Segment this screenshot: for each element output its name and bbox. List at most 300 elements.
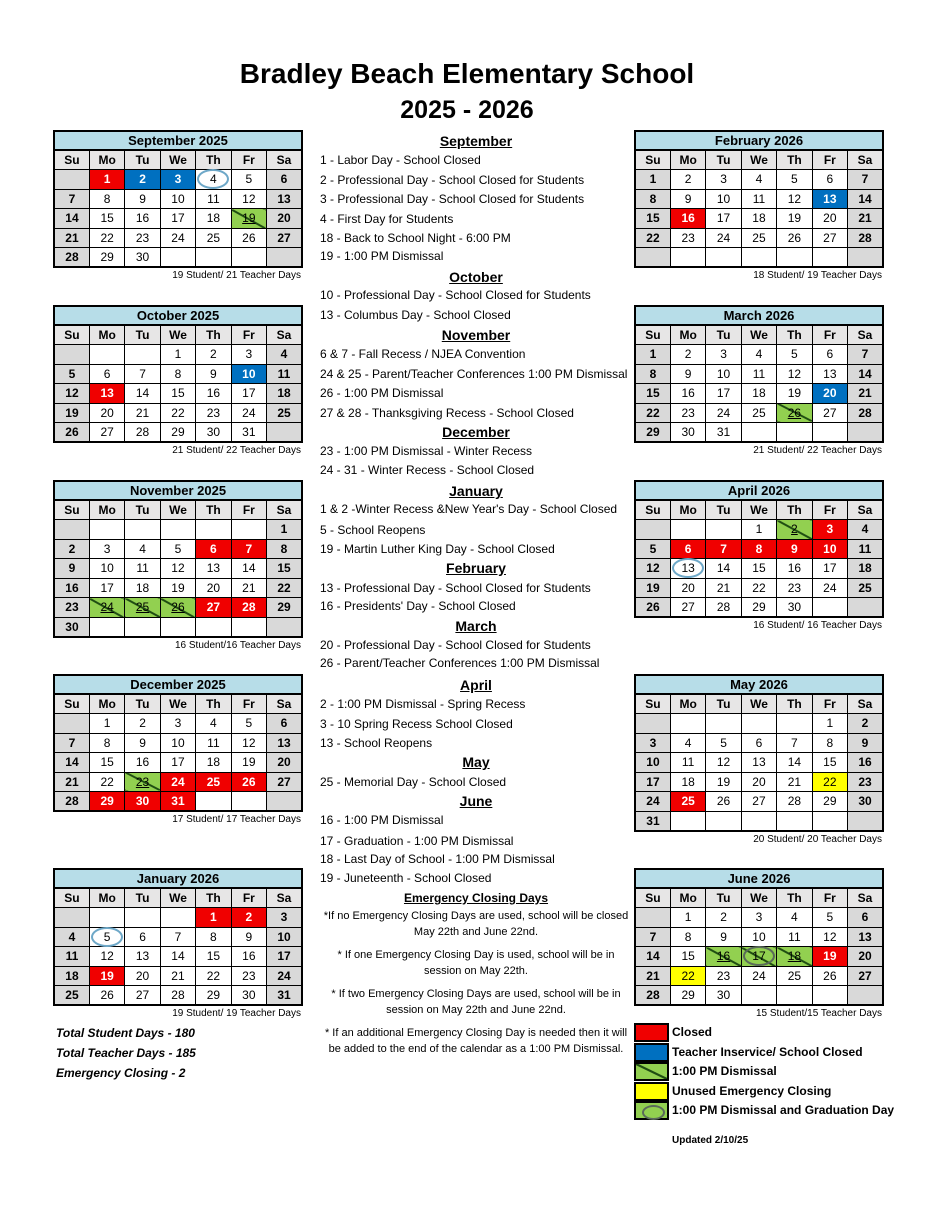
emergency-note: * If an additional Emergency Closing Day is needed then it will be added to the end of the calendar as a 1:00 PM Dismissal. xyxy=(324,1027,628,1055)
day-cell xyxy=(706,986,741,1006)
day-cell xyxy=(635,228,670,248)
day-number: 13 xyxy=(135,949,150,964)
day-cell xyxy=(848,792,883,812)
month-grid xyxy=(634,868,884,1006)
day-cell xyxy=(54,947,89,967)
day-number: 7 xyxy=(649,929,657,944)
day-cell xyxy=(706,598,741,618)
day-number: 4 xyxy=(755,172,763,187)
day-cell xyxy=(54,170,89,190)
day-number: 30 xyxy=(135,250,150,264)
day-number: 17 xyxy=(171,755,185,770)
day-number: 16 xyxy=(787,561,802,576)
day-number: 5 xyxy=(826,910,834,925)
day-cell xyxy=(231,966,266,986)
day-number: 31 xyxy=(171,794,185,808)
day-number: 6 xyxy=(861,910,869,925)
heading-january: January xyxy=(449,483,503,499)
weekday-header: Su xyxy=(635,694,670,714)
day-number: 28 xyxy=(858,230,872,245)
heading-september: September xyxy=(439,133,513,149)
day-cell xyxy=(706,792,741,812)
day-cell xyxy=(848,170,883,190)
calendar-june xyxy=(634,868,884,1019)
day-number: 17 xyxy=(277,949,291,964)
event-item: 3 - Professional Day - School Closed for Students xyxy=(320,192,585,206)
day-cell xyxy=(160,966,195,986)
day-cell xyxy=(848,539,883,559)
day-cell xyxy=(54,986,89,1006)
day-cell xyxy=(635,189,670,209)
weekday-header: Th xyxy=(196,500,231,520)
heading-june: June xyxy=(459,793,493,809)
day-number: 21 xyxy=(171,968,185,983)
day-cell xyxy=(196,986,231,1006)
day-cell xyxy=(196,364,231,384)
day-number: 26 xyxy=(823,968,837,983)
calendar-march xyxy=(634,305,884,456)
day-number: 19 xyxy=(100,968,114,983)
day-number: 17 xyxy=(171,211,185,226)
month-name: December 2025 xyxy=(54,675,302,694)
day-number: 26 xyxy=(242,774,256,789)
day-cell xyxy=(812,986,847,1006)
day-number: 1 xyxy=(103,172,111,187)
day-cell xyxy=(670,908,705,928)
day-number: 8 xyxy=(649,191,657,206)
day-cell xyxy=(848,598,883,618)
day-cell xyxy=(125,170,160,190)
event-item: 18 - Last Day of School - 1:00 PM Dismissal xyxy=(320,852,555,866)
day-cell xyxy=(54,228,89,248)
day-number: 14 xyxy=(646,949,660,964)
weekday-header: We xyxy=(160,694,195,714)
day-cell xyxy=(670,228,705,248)
day-cell xyxy=(267,345,302,365)
day-cell xyxy=(54,248,89,268)
day-number: 4 xyxy=(68,929,76,944)
day-number: 10 xyxy=(100,561,114,576)
day-number: 11 xyxy=(752,191,766,206)
legend-label: Unused Emergency Closing xyxy=(672,1084,832,1098)
day-cell xyxy=(848,753,883,773)
day-number: 7 xyxy=(68,735,76,750)
day-number: 24 xyxy=(752,968,766,983)
weekday-header: Mo xyxy=(89,325,124,345)
month-grid xyxy=(634,674,884,832)
day-number: 16 xyxy=(242,949,256,964)
weekday-header: Su xyxy=(54,694,89,714)
day-cell xyxy=(160,345,195,365)
day-number: 13 xyxy=(681,561,695,576)
day-number: 15 xyxy=(646,211,660,226)
month-grid xyxy=(634,130,884,268)
day-number: 18 xyxy=(65,968,79,983)
day-cell xyxy=(741,733,776,753)
day-cell xyxy=(160,189,195,209)
day-number: 18 xyxy=(206,755,221,770)
weekday-header: Tu xyxy=(125,325,160,345)
event-item: 4 - First Day for Students xyxy=(320,212,454,226)
school-year: 2025 - 2026 xyxy=(400,96,534,124)
day-cell xyxy=(777,811,812,831)
day-cell xyxy=(160,403,195,423)
day-cell xyxy=(741,364,776,384)
day-number: 15 xyxy=(823,755,837,770)
day-cell xyxy=(706,908,741,928)
day-number: 22 xyxy=(100,774,114,789)
weekday-header: Th xyxy=(196,888,231,908)
day-number: 7 xyxy=(245,541,253,556)
day-cell xyxy=(812,753,847,773)
event-item: 20 - Professional Day - School Closed for Students xyxy=(320,638,591,652)
weekday-header: Tu xyxy=(706,888,741,908)
calendar-may xyxy=(634,674,884,845)
day-cell xyxy=(125,559,160,579)
weekday-header: Mo xyxy=(89,888,124,908)
day-number: 9 xyxy=(139,191,146,206)
weekday-header: Sa xyxy=(848,325,883,345)
day-number: 27 xyxy=(752,794,766,809)
school-days-count: 20 Student/ 20 Teacher Days xyxy=(753,833,882,845)
day-cell xyxy=(635,559,670,579)
day-cell xyxy=(89,578,124,598)
day-cell xyxy=(160,170,195,190)
emergency-note: * If one Emergency Closing Day is used, school will be in session on May 22th. xyxy=(337,949,615,977)
day-number: 26 xyxy=(787,405,802,420)
day-cell xyxy=(89,792,124,812)
day-cell xyxy=(89,539,124,559)
day-number: 4 xyxy=(791,910,798,925)
calendar-december xyxy=(53,674,303,825)
day-number: 10 xyxy=(752,929,766,944)
day-cell xyxy=(125,520,160,540)
day-cell xyxy=(635,345,670,365)
day-cell xyxy=(267,753,302,773)
month-name: March 2026 xyxy=(635,306,883,325)
day-number: 4 xyxy=(755,347,763,362)
dismissal-swatch xyxy=(634,1062,669,1081)
day-cell xyxy=(125,966,160,986)
event-item: 13 - School Reopens xyxy=(320,736,433,750)
day-cell xyxy=(635,598,670,618)
day-cell xyxy=(635,772,670,792)
weekday-header: Th xyxy=(777,694,812,714)
month-name: November 2025 xyxy=(54,481,302,500)
legend-graduation xyxy=(634,1101,895,1120)
calendar-february xyxy=(634,130,884,281)
school-days-count: 17 Student/ 17 Teacher Days xyxy=(172,814,301,825)
day-cell xyxy=(777,209,812,229)
day-number: 31 xyxy=(646,813,660,828)
day-number: 1 xyxy=(684,910,692,925)
day-cell xyxy=(706,811,741,831)
day-number: 29 xyxy=(100,250,114,264)
weekday-header: Fr xyxy=(231,325,266,345)
day-number: 16 xyxy=(135,211,150,226)
day-number: 20 xyxy=(277,211,291,226)
day-cell xyxy=(89,617,124,637)
day-number: 26 xyxy=(65,425,79,439)
day-cell xyxy=(267,423,302,443)
school-days-count: 19 Student/ 19 Teacher Days xyxy=(172,1008,301,1019)
event-item: 2 - Professional Day - School Closed for Students xyxy=(320,173,585,187)
day-cell xyxy=(777,384,812,404)
day-cell xyxy=(777,364,812,384)
day-cell xyxy=(267,248,302,268)
day-number: 8 xyxy=(280,541,288,556)
weekday-header: We xyxy=(741,694,776,714)
day-cell xyxy=(706,228,741,248)
day-number: 28 xyxy=(716,600,731,614)
day-number: 28 xyxy=(646,988,660,1002)
day-number: 19 xyxy=(171,580,185,595)
day-cell xyxy=(741,947,776,967)
weekday-header: Fr xyxy=(812,500,847,520)
day-number: 26 xyxy=(716,794,731,809)
weekday-header: Tu xyxy=(125,150,160,170)
day-cell xyxy=(54,578,89,598)
day-cell xyxy=(89,908,124,928)
day-number: 19 xyxy=(242,211,256,226)
day-cell xyxy=(89,753,124,773)
day-cell xyxy=(848,209,883,229)
day-cell xyxy=(777,714,812,734)
day-cell xyxy=(196,170,231,190)
day-number: 16 xyxy=(135,755,150,770)
day-number: 5 xyxy=(245,172,253,187)
day-cell xyxy=(54,559,89,579)
day-number: 13 xyxy=(858,929,872,944)
day-cell xyxy=(848,189,883,209)
day-cell xyxy=(54,927,89,947)
day-cell xyxy=(89,947,124,967)
day-cell xyxy=(670,578,705,598)
day-number: 16 xyxy=(858,755,872,770)
day-number: 30 xyxy=(135,794,150,808)
day-cell xyxy=(160,772,195,792)
weekday-header: We xyxy=(160,325,195,345)
day-cell xyxy=(848,345,883,365)
day-cell xyxy=(741,248,776,268)
weekday-header: Tu xyxy=(125,694,160,714)
event-item: 19 - Juneteenth - School Closed xyxy=(320,871,492,885)
legend-label: Closed xyxy=(672,1025,713,1039)
day-cell xyxy=(196,209,231,229)
day-cell xyxy=(812,578,847,598)
day-cell xyxy=(267,947,302,967)
day-number: 2 xyxy=(139,716,146,731)
day-number: 21 xyxy=(716,580,731,595)
day-cell xyxy=(812,966,847,986)
day-cell xyxy=(160,908,195,928)
day-number: 4 xyxy=(210,716,217,731)
day-cell xyxy=(231,598,266,618)
weekday-header: Sa xyxy=(848,150,883,170)
day-cell xyxy=(196,908,231,928)
day-number: 26 xyxy=(646,600,660,614)
day-number: 5 xyxy=(245,716,253,731)
weekday-header: Th xyxy=(777,888,812,908)
day-number: 14 xyxy=(787,755,802,770)
day-number: 4 xyxy=(210,172,217,187)
day-cell xyxy=(267,578,302,598)
day-cell xyxy=(670,364,705,384)
day-cell xyxy=(160,520,195,540)
day-number: 28 xyxy=(171,988,185,1002)
day-number: 6 xyxy=(139,929,146,944)
day-cell xyxy=(231,559,266,579)
day-cell xyxy=(160,423,195,443)
day-cell xyxy=(706,772,741,792)
day-cell xyxy=(706,248,741,268)
day-cell xyxy=(635,170,670,190)
day-cell xyxy=(848,714,883,734)
day-number: 13 xyxy=(823,191,837,206)
day-cell xyxy=(160,598,195,618)
day-cell xyxy=(670,248,705,268)
day-number: 9 xyxy=(684,191,692,206)
day-number: 6 xyxy=(826,347,834,362)
emergency-swatch xyxy=(634,1082,669,1101)
day-cell xyxy=(125,617,160,637)
day-cell xyxy=(848,364,883,384)
weekday-header: We xyxy=(741,500,776,520)
day-cell xyxy=(89,966,124,986)
day-number: 15 xyxy=(681,949,695,964)
day-number: 14 xyxy=(135,386,150,401)
day-cell xyxy=(741,927,776,947)
day-number: 17 xyxy=(242,386,256,401)
day-cell xyxy=(635,209,670,229)
day-cell xyxy=(777,423,812,443)
day-number: 18 xyxy=(135,580,150,595)
day-cell xyxy=(777,986,812,1006)
weekday-header: We xyxy=(741,888,776,908)
weekday-header: Fr xyxy=(231,694,266,714)
weekday-header: Su xyxy=(54,150,89,170)
day-cell xyxy=(812,733,847,753)
legend-dismissal xyxy=(634,1062,884,1081)
day-cell xyxy=(848,228,883,248)
day-number: 21 xyxy=(646,968,660,983)
day-number: 12 xyxy=(242,191,256,206)
day-number: 14 xyxy=(242,561,256,576)
day-cell xyxy=(160,228,195,248)
day-number: 21 xyxy=(858,211,872,226)
day-number: 24 xyxy=(716,230,731,245)
day-cell xyxy=(741,753,776,773)
weekday-header: Su xyxy=(54,888,89,908)
day-number: 2 xyxy=(720,910,727,925)
school-days-count: 18 Student/ 19 Teacher Days xyxy=(753,270,882,281)
day-number: 1 xyxy=(649,347,657,362)
day-number: 24 xyxy=(100,600,114,615)
day-number: 16 xyxy=(206,386,221,401)
day-cell xyxy=(848,966,883,986)
event-item: 6 & 7 - Fall Recess / NJEA Convention xyxy=(320,347,526,361)
day-cell xyxy=(777,189,812,209)
day-number: 7 xyxy=(791,735,798,750)
day-cell xyxy=(231,714,266,734)
emergency-note: *If no Emergency Closing Days are used, school will be closed May 22th and June 22nd. xyxy=(323,910,629,938)
day-cell xyxy=(741,598,776,618)
day-cell xyxy=(54,520,89,540)
day-number: 2 xyxy=(68,541,76,556)
day-cell xyxy=(812,714,847,734)
day-number: 15 xyxy=(206,949,221,964)
weekday-header: Sa xyxy=(848,888,883,908)
day-cell xyxy=(160,248,195,268)
day-cell xyxy=(777,520,812,540)
event-item: 24 & 25 - Parent/Teacher Conferences 1:00 PM Dismissal xyxy=(320,367,628,381)
day-number: 25 xyxy=(206,774,221,789)
day-cell xyxy=(54,345,89,365)
day-cell xyxy=(635,733,670,753)
day-number: 1 xyxy=(826,716,834,731)
day-cell xyxy=(231,986,266,1006)
day-cell xyxy=(54,423,89,443)
day-number: 5 xyxy=(68,366,76,381)
weekday-header: Mo xyxy=(89,500,124,520)
day-cell xyxy=(812,947,847,967)
day-number: 8 xyxy=(103,735,111,750)
weekday-header: Th xyxy=(777,150,812,170)
legend-closed xyxy=(634,1023,884,1042)
day-cell xyxy=(267,403,302,423)
day-number: 25 xyxy=(787,968,802,983)
day-number: 10 xyxy=(171,191,185,206)
day-cell xyxy=(741,578,776,598)
day-cell xyxy=(267,170,302,190)
day-cell xyxy=(670,772,705,792)
legend-label: 1:00 PM Dismissal and Graduation Day xyxy=(672,1103,895,1117)
day-cell xyxy=(670,170,705,190)
weekday-header: Sa xyxy=(267,500,302,520)
day-cell xyxy=(741,792,776,812)
day-number: 13 xyxy=(100,386,114,401)
day-cell xyxy=(160,733,195,753)
day-number: 19 xyxy=(787,386,802,401)
heading-march: March xyxy=(455,618,497,634)
day-cell xyxy=(670,966,705,986)
day-number: 2 xyxy=(684,347,692,362)
day-number: 20 xyxy=(277,755,291,770)
total-student-days: Total Student Days - 180 xyxy=(56,1026,195,1040)
day-number: 17 xyxy=(823,561,837,576)
event-item: 23 - 1:00 PM Dismissal - Winter Recess xyxy=(320,444,533,458)
event-item: 24 - 31 - Winter Recess - School Closed xyxy=(320,463,535,477)
day-number: 21 xyxy=(65,774,79,789)
day-cell xyxy=(89,384,124,404)
month-name: February 2026 xyxy=(635,131,883,150)
day-number: 6 xyxy=(280,716,288,731)
day-cell xyxy=(267,520,302,540)
month-grid xyxy=(634,305,884,443)
day-cell xyxy=(231,384,266,404)
day-cell xyxy=(812,811,847,831)
day-number: 29 xyxy=(171,425,185,439)
day-number: 18 xyxy=(787,949,802,964)
day-cell xyxy=(196,403,231,423)
day-number: 4 xyxy=(139,541,146,556)
day-cell xyxy=(160,559,195,579)
day-cell xyxy=(196,578,231,598)
day-number: 19 xyxy=(242,755,256,770)
heading-november: November xyxy=(441,327,511,343)
day-cell xyxy=(848,423,883,443)
weekday-header: We xyxy=(741,150,776,170)
